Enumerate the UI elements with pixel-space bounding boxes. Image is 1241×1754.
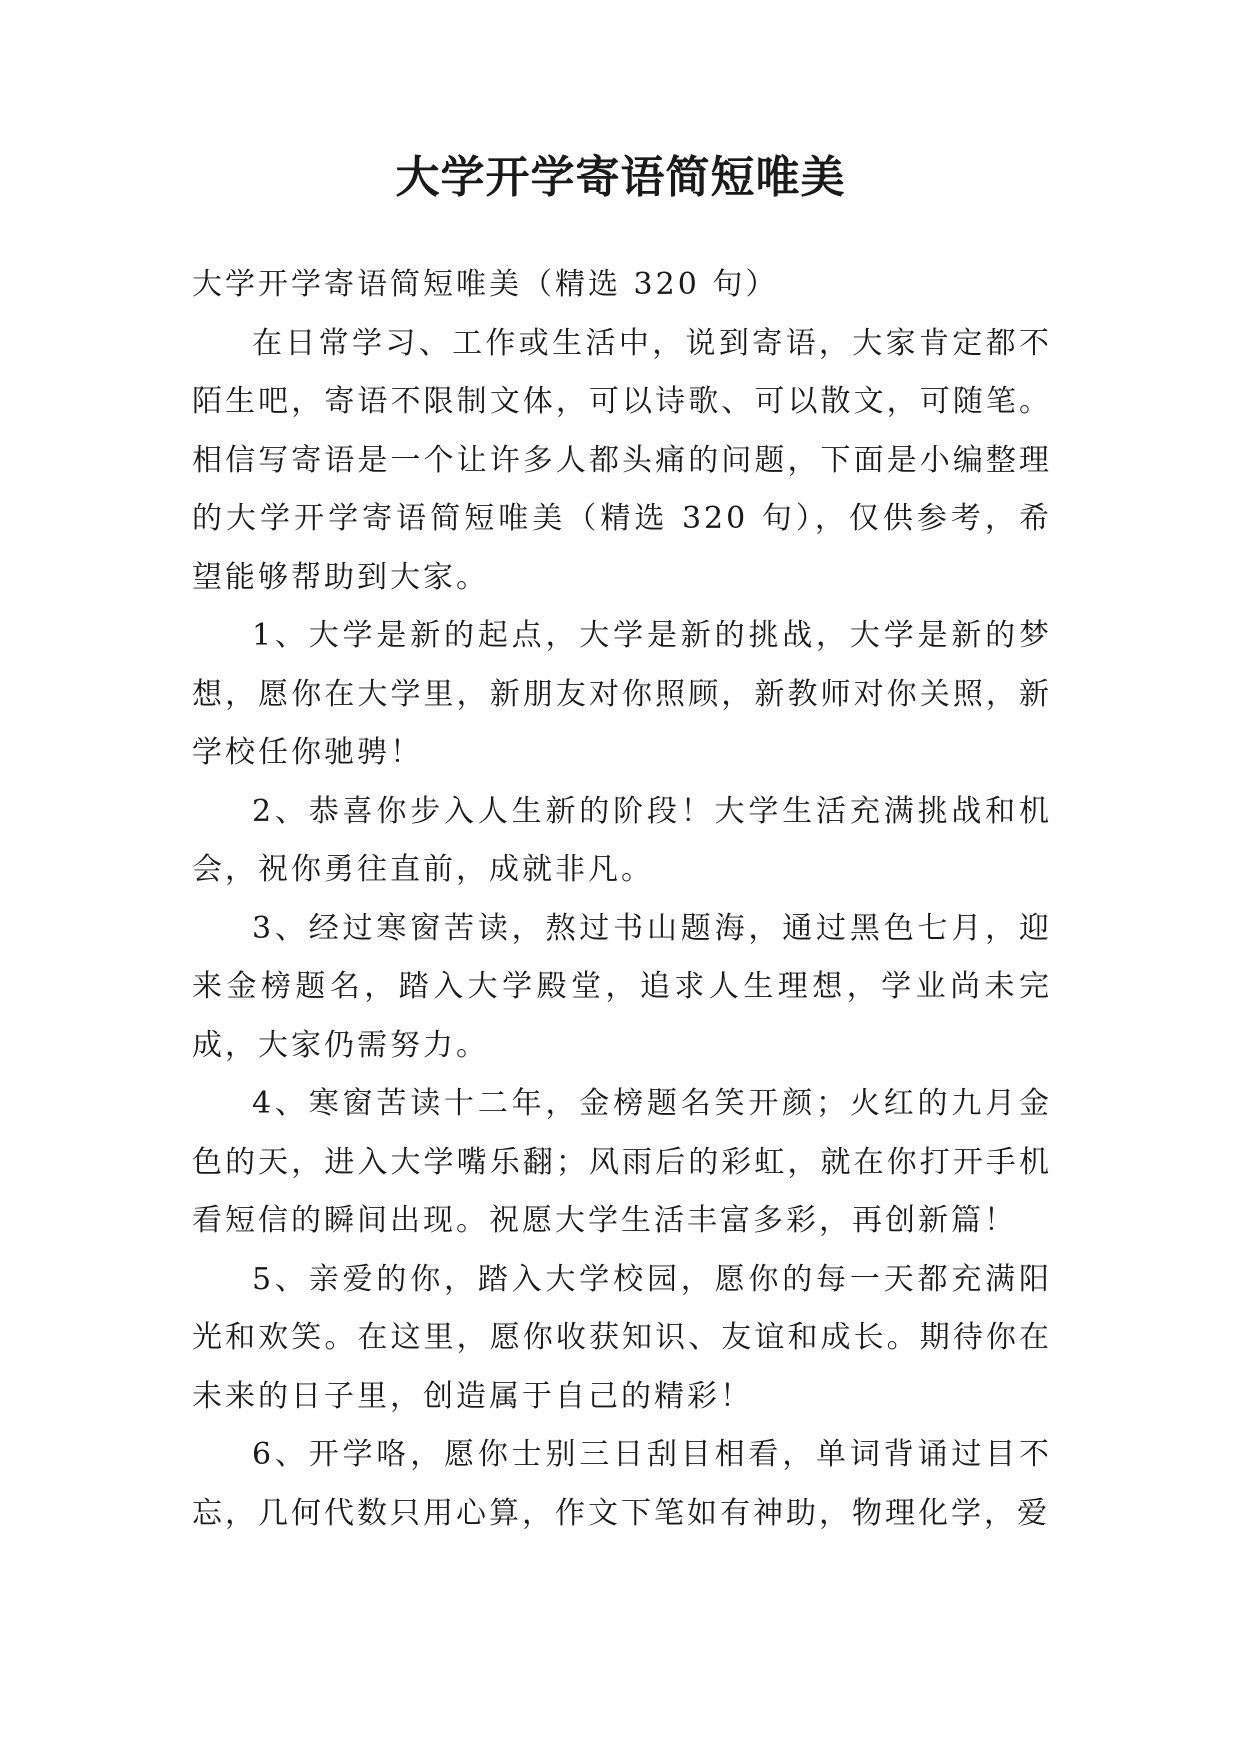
list-item: 2、恭喜你步入人生新的阶段！大学生活充满挑战和机会，祝你勇往直前，成就非凡。 (192, 793, 1052, 887)
document-subtitle: 大学开学寄语简短唯美（精选 320 句） (192, 267, 779, 302)
document-body (192, 256, 1052, 1543)
list-item: 6、开学咯，愿你士别三日刮目相看，单词背诵过目不忘，几何代数只用心算，作文下笔如有神助，物理化学，爱 (192, 1437, 1052, 1531)
list-item: 4、寒窗苦读十二年，金榜题名笑开颜；火红的九月金色的天，进入大学嘴乐翻；风雨后的彩虹，就在你打开手机看短信的瞬间出现。祝愿大学生活丰富多彩，再创新篇！ (192, 1086, 1052, 1238)
document-title: 大学开学寄语简短唯美 (395, 152, 846, 203)
intro-paragraph: 在日常学习、工作或生活中，说到寄语，大家肯定都不陌生吧，寄语不限制文体，可以诗歌、可以散文，可随笔。相信写寄语是一个让许多人都头痛的问题，下面是小编整理的大学开学寄语简短唯美（精选 320 句），仅供参考，希望能够帮助到大家。 (192, 325, 1052, 595)
list-item: 1、大学是新的起点，大学是新的挑战，大学是新的梦想，愿你在大学里，新朋友对你照顾，新教师对你关照，新学校任你驰骋！ (192, 618, 1052, 770)
list-item: 5、亲爱的你，踏入大学校园，愿你的每一天都充满阳光和欢笑。在这里，愿你收获知识、友谊和成长。期待你在未来的日子里，创造属于自己的精彩！ (192, 1261, 1052, 1414)
list-item: 3、经过寒窗苦读，熬过书山题海，通过黑色七月，迎来金榜题名，踏入大学殿堂，追求人生理想，学业尚未完成，大家仍需努力。 (192, 910, 1052, 1063)
